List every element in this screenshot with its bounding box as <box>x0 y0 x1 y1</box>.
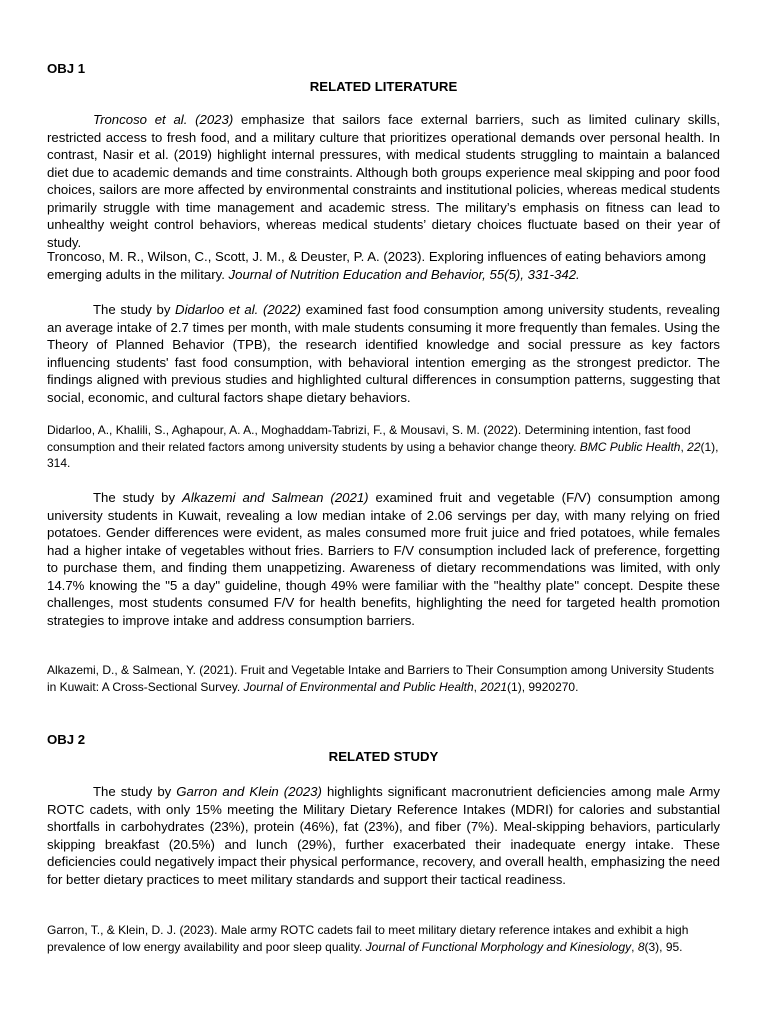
didarloo-ref-volume: 22 <box>687 439 701 454</box>
troncoso-ref-main: Troncoso, M. R., Wilson, C., Scott, J. M., & Deuster, P. A. (2023). Exploring influences of eating behaviors among emerging adults in the military. <box>47 249 706 282</box>
didarloo-paragraph <box>47 301 720 406</box>
troncoso-ref-journal: Journal of Nutrition Education and Behavior, 55(5), 331-342. <box>228 266 580 282</box>
literature-entry-alkazemi <box>47 489 720 629</box>
garron-ref-journal: Journal of Functional Morphology and Kinesiology <box>365 939 632 954</box>
alkazemi-ref-sep: , <box>473 679 481 694</box>
obj2-label: OBJ 2 <box>47 732 86 747</box>
garron-ref-volume: 8 <box>637 939 645 954</box>
troncoso-reference <box>47 248 720 283</box>
didarloo-citation: Didarloo et al. (2022) <box>175 302 302 317</box>
alkazemi-body: examined fruit and vegetable (F/V) consumption among university students in Kuwait, revealing a low median intake of 2.06 servings per day, with many relying on fried potatoes. Gender differences were evident, as males consumed more fruit juice and fried potatoes, while females had a higher intake of vegetables without fries. Barriers to F/V consumption included lack of preference, forgetting to purchase them, and finding them unappetizing. Awareness of dietary recommendations was limited, with only 14.7% knowing the "5 a day" guideline, though 49% were familiar with the "healthy plate" concept. Despite these challenges, most students consumed F/V for health benefits, highlighting the need for targeted health promotion strategies to improve intake and address consumption barriers. <box>47 490 720 628</box>
study-entry-garron <box>47 783 720 888</box>
alkazemi-ref-volume: 2021 <box>480 679 508 694</box>
didarloo-lead: The study by <box>93 302 176 317</box>
literature-entry-didarloo <box>47 301 720 406</box>
literature-entry-troncoso <box>47 111 720 251</box>
didarloo-ref-tail: (1), 314. <box>47 439 719 470</box>
obj1-heading: RELATED LITERATURE <box>309 79 458 94</box>
alkazemi-ref-tail: (1), 9920270. <box>507 679 579 694</box>
troncoso-paragraph <box>47 111 720 251</box>
obj1-label: OBJ 1 <box>47 61 86 76</box>
alkazemi-ref-journal: Journal of Environmental and Public Health <box>243 679 474 694</box>
troncoso-body: emphasize that sailors face external barriers, such as limited culinary skills, restricted access to fresh food, and a military culture that prioritizes operational demands over personal health. In contrast, Nasir et al. (2019) highlight internal pressures, with medical students struggling to maintain a balanced diet due to academic demands and time constraints. Although both groups experience meal skipping and poor food choices, sailors are more affected by environmental constraints and institutional policies, whereas medical students primarily struggle with time management and academic stress. The military’s emphasis on fitness can lead to unhealthy weight control behaviors, whereas medical students’ dietary choices fluctuate based on their year of study. <box>47 112 720 250</box>
alkazemi-lead: The study by <box>93 490 183 505</box>
garron-citation: Garron and Klein (2023) <box>176 784 322 799</box>
troncoso-citation: Troncoso et al. (2023) <box>93 112 234 127</box>
didarloo-ref-journal: BMC Public Health <box>579 439 681 454</box>
garron-paragraph <box>47 783 720 888</box>
garron-body: highlights significant macronutrient deficiencies among male Army ROTC cadets, with only 15% meeting the Military Dietary Reference Intakes (MDRI) for calories and substantial shortfalls in carbohydrates (23%), protein (46%), fat (23%), and fiber (7%). Meal-skipping behaviors, particularly skipping breakfast (20.5%) and lunch (29%), further exacerbated their inadequate energy intake. These deficiencies could negatively impact their physical performance, recovery, and overall health, emphasizing the need for better dietary practices to meet military standards and support their tactical readiness. <box>47 784 721 887</box>
garron-ref-sep: , <box>631 939 638 954</box>
garron-reference <box>47 922 720 955</box>
alkazemi-citation: Alkazemi and Salmean (2021) <box>182 490 369 505</box>
didarloo-body: examined fast food consumption among university students, revealing an average intake of 2.7 times per month, with male students consuming it more frequently than females. Using the Theory of Planned Behavior (TPB), the research identified knowledge and social pressure as key factors influencing students' fast food consumption, with behavioral intention emerging as the strongest predictor. The findings aligned with previous studies and highlighted cultural differences in consumption patterns, suggesting that social, economic, and cultural factors shape dietary behaviors. <box>47 302 720 405</box>
alkazemi-paragraph <box>47 489 720 629</box>
alkazemi-ref-main: Alkazemi, D., & Salmean, Y. (2021). Fruit and Vegetable Intake and Barriers to Their Consumption among University Students in Kuwait: A Cross-Sectional Survey. <box>47 663 715 694</box>
alkazemi-reference <box>47 662 720 695</box>
didarloo-ref-main: Didarloo, A., Khalili, S., Aghapour, A. A., Moghaddam-Tabrizi, F., & Mousavi, S. M. (2022). Determining intention, fast food consumption and their related factors among university students by using a behavior change theory. <box>47 423 691 454</box>
garron-lead: The study by <box>93 784 177 799</box>
garron-ref-tail: (3), 95. <box>644 939 683 954</box>
obj2-heading: RELATED STUDY <box>328 749 439 764</box>
didarloo-ref-sep: , <box>680 439 688 454</box>
didarloo-reference <box>47 422 720 472</box>
garron-ref-main: Garron, T., & Klein, D. J. (2023). Male army ROTC cadets fail to meet military dietary reference intakes and exhibit a high prevalence of low energy availability and poor sleep quality. <box>47 923 689 954</box>
